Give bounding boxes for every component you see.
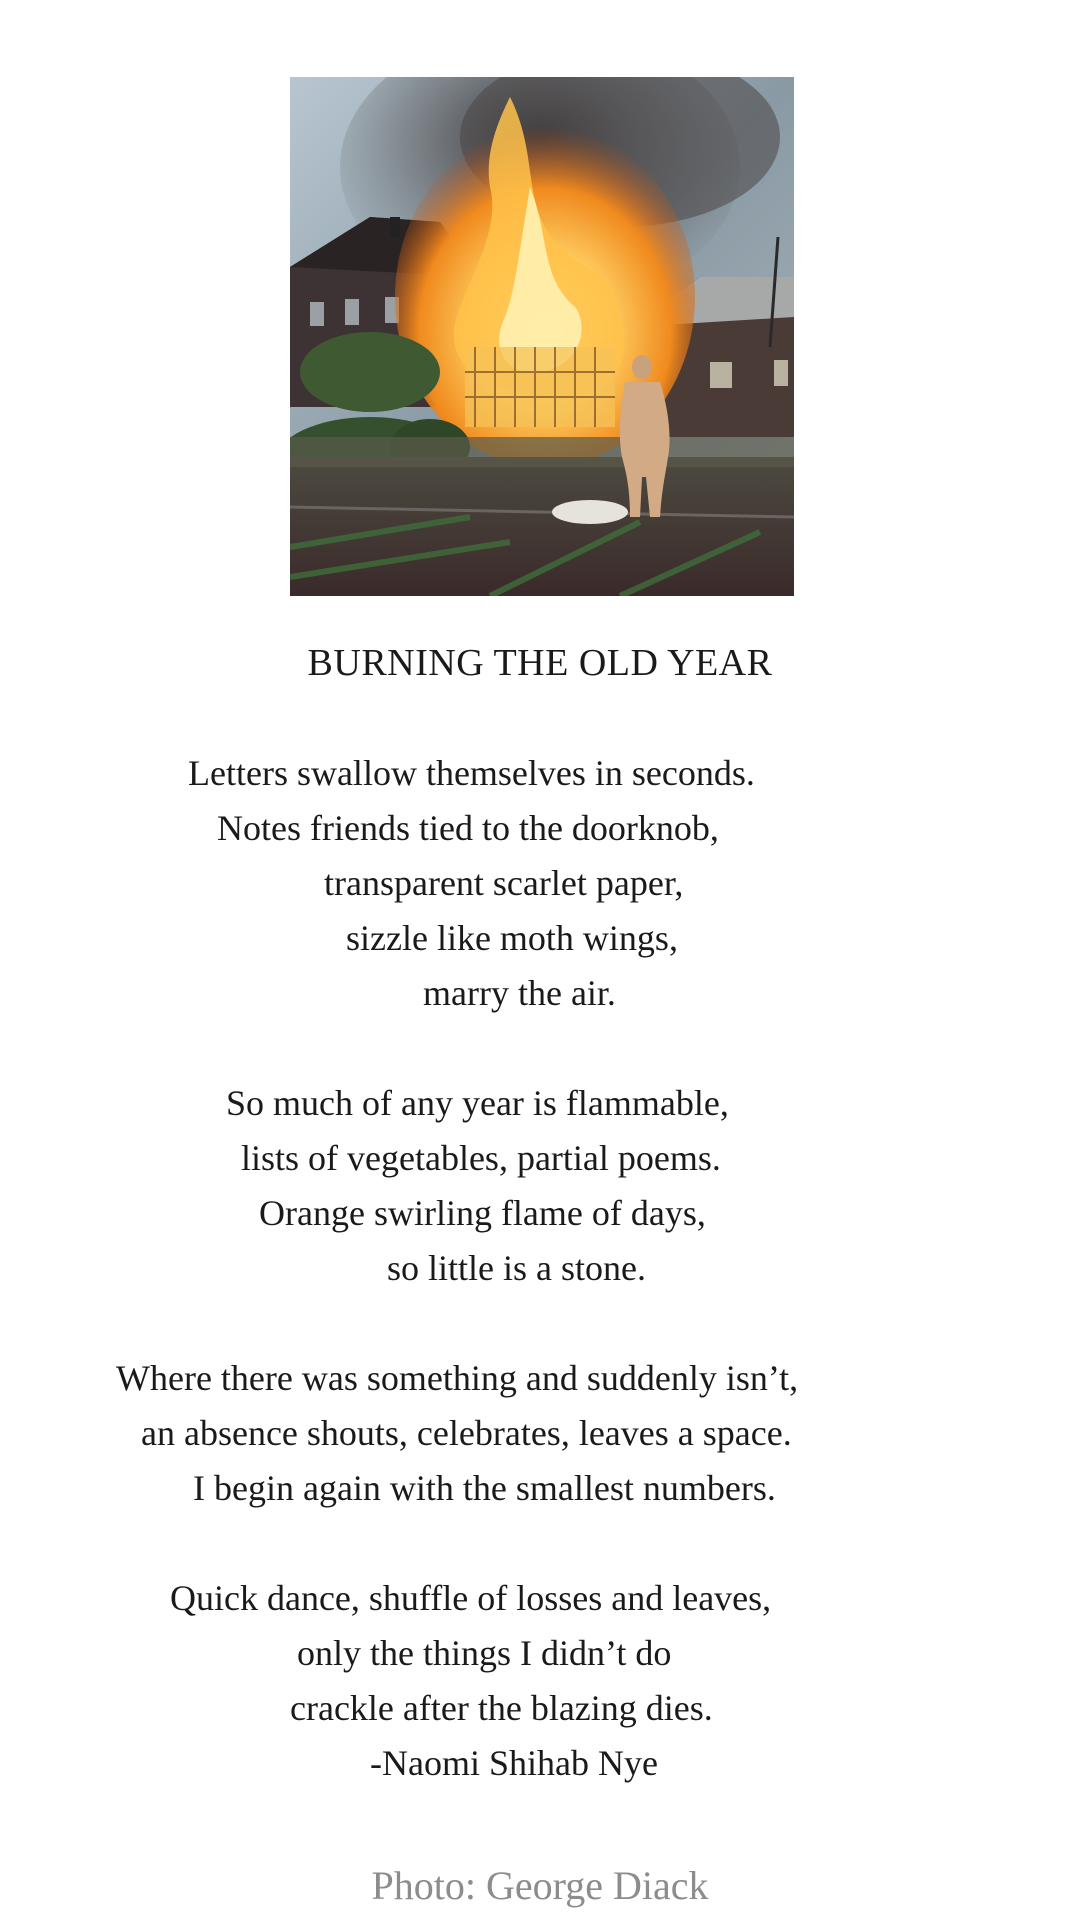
poem-line: sizzle like moth wings, [346, 918, 678, 958]
poem-author: -Naomi Shihab Nye [370, 1743, 658, 1783]
burning-house-photo [290, 77, 794, 596]
poem-line: an absence shouts, celebrates, leaves a space. [141, 1413, 792, 1453]
poem-line: Orange swirling flame of days, [259, 1193, 706, 1233]
poem-line: lists of vegetables, partial poems. [241, 1138, 721, 1178]
poem-line: Notes friends tied to the doorknob, [217, 808, 719, 848]
poem-line: Quick dance, shuffle of losses and leaves, [170, 1578, 772, 1618]
poem-line: only the things I didn’t do [297, 1633, 672, 1673]
poem-line: transparent scarlet paper, [324, 863, 684, 903]
photo-credit: Photo: George Diack [371, 1863, 709, 1908]
poem-line: I begin again with the smallest numbers. [193, 1468, 776, 1508]
poem-line: So much of any year is flammable, [226, 1083, 729, 1123]
poem-line: Letters swallow themselves in seconds. [188, 753, 755, 793]
burning-house-image [290, 77, 794, 596]
poem-title: BURNING THE OLD YEAR [307, 642, 773, 684]
poem-line: marry the air. [423, 973, 616, 1013]
poem-line: Where there was something and suddenly isn’t, [116, 1358, 799, 1398]
poem-line: so little is a stone. [387, 1248, 646, 1288]
poem-line: crackle after the blazing dies. [290, 1688, 713, 1728]
